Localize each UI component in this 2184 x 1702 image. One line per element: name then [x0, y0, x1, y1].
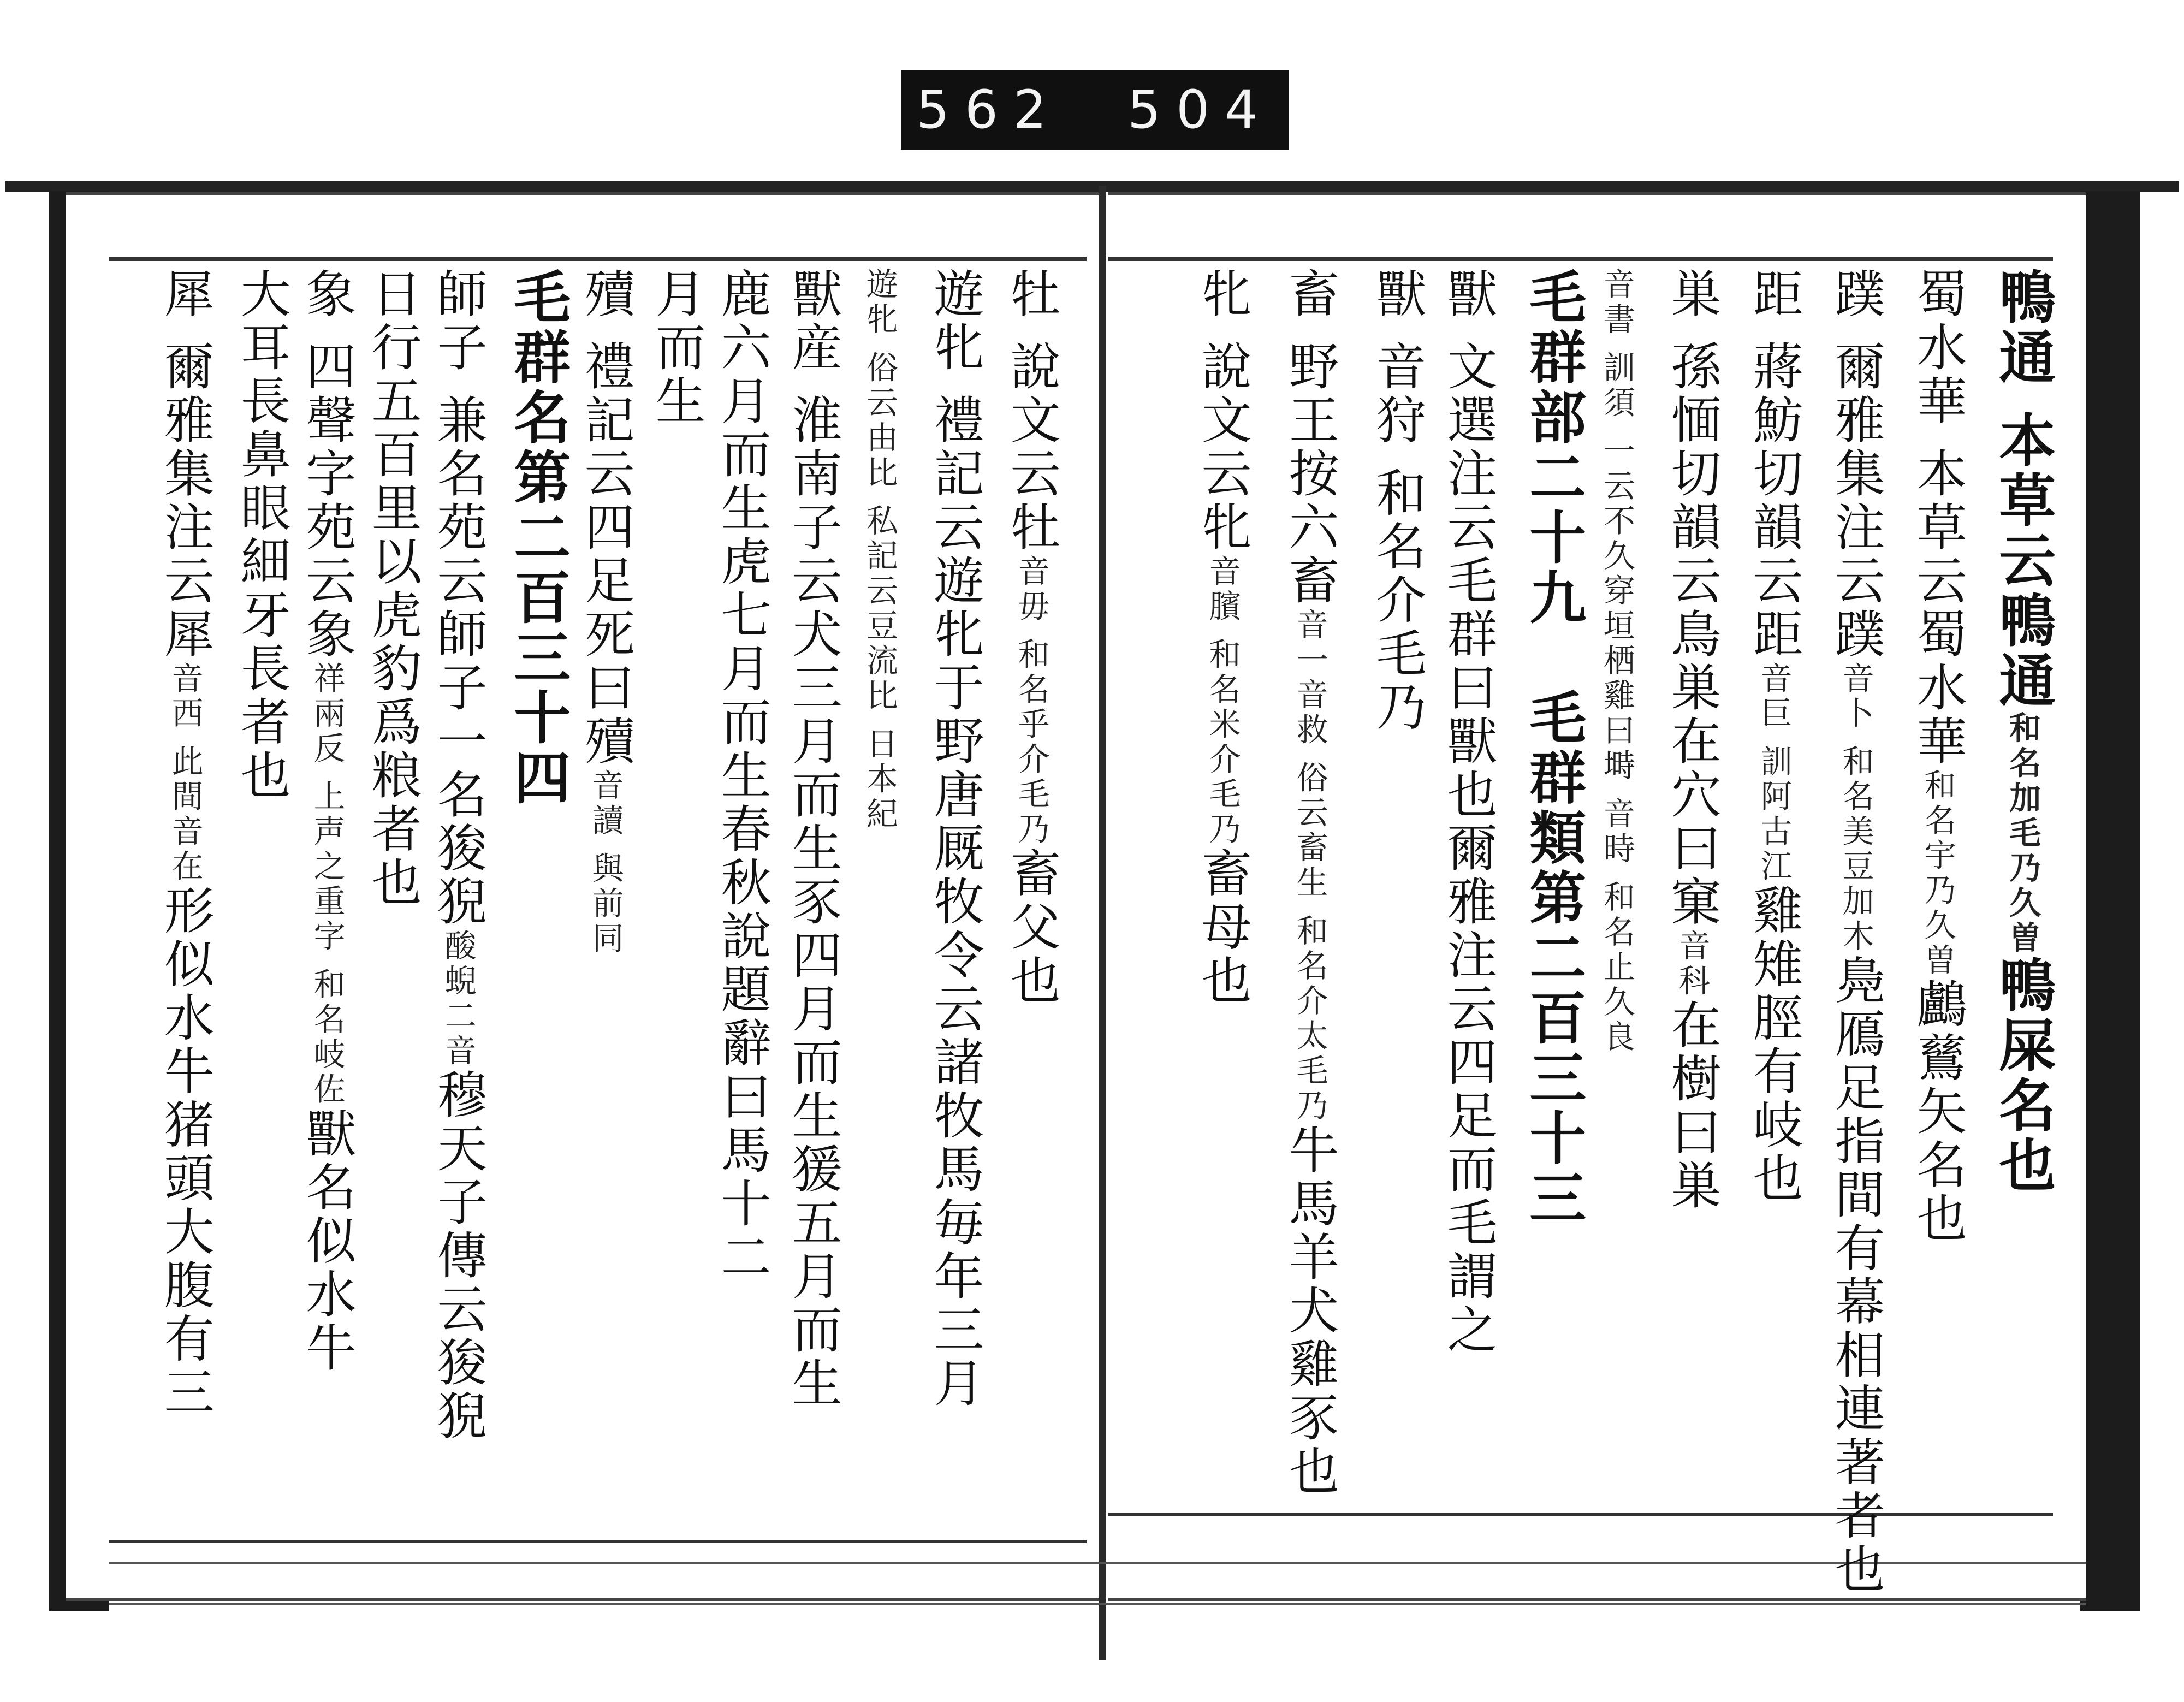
column-24: 犀 爾雅集注云犀音西 此間音在形似水牛猪頭大腹有三 — [156, 268, 215, 1420]
column-17: 月而生 — [647, 268, 706, 428]
right-page-frame-top — [1108, 257, 2053, 261]
archive-left-number: 562 — [916, 79, 1062, 140]
column-22: 象 四聲字苑云象祥兩反 上声之重字 和名岐佐獸名似水牛 — [298, 268, 357, 1375]
column-3: 蹼 爾雅集注云蹼音卜 和名美豆加木鳧鴈足指間有幕相連著者也 — [1826, 268, 1885, 1597]
column-5: 巣 孫愐切韻云鳥巣在穴曰窠音科在樹曰巣 — [1663, 268, 1722, 1213]
archive-right-number: 504 — [1127, 79, 1274, 140]
column-10: 畜 野王按六畜音一音救 俗云畜生 和名介太毛乃牛馬羊犬雞豕也 — [1280, 268, 1339, 1499]
column-1: 鴨通 本草云鴨通和名加毛乃久曽鴨屎名也 — [1989, 268, 2057, 1196]
column-21: 日行五百里以虎豹爲粮者也 — [363, 268, 422, 910]
book-top-edge — [5, 181, 2179, 192]
column-18: 殰 禮記云四足死曰殰音讀 與前同 — [576, 268, 635, 957]
right-book-edge — [2080, 191, 2140, 1611]
center-gutter — [1099, 186, 1106, 1660]
left-page-text — [109, 268, 1087, 1578]
left-page-frame-top — [109, 257, 1087, 261]
right-page-text — [1108, 268, 2086, 1597]
column-12: 牡 說文云牡音毋 和名乎介毛乃畜父也 — [1002, 268, 1061, 1008]
column-6: 音書 訓須 一云不久穿垣栖雞曰塒 音時 和名止久良 — [1598, 268, 1635, 1055]
column-4: 距 蔣魴切韻云距音巨 訓阿古江雞雉脛有岐也 — [1744, 268, 1803, 1206]
column-13: 遊牝 禮記云遊牝于野唐厩牧令云諸牧馬毎年三月 — [925, 268, 984, 1411]
column-14: 遊牝 俗云由比 私記云豆流比 日本紀 — [860, 268, 898, 832]
column-16: 鹿六月而生虎七月而生春秋說題辭曰馬十二 — [713, 268, 771, 1284]
column-20: 師子 兼名苑云師子一名狻猊酸蜺二音穆天子傳云狻猊 — [429, 268, 488, 1444]
column-19: 毛群名第二百三十四 — [504, 268, 572, 808]
column-11: 牝 說文云牝音臏 和名米介毛乃畜母也 — [1193, 268, 1252, 1008]
column-23: 大耳長鼻眼細牙長者也 — [232, 268, 291, 803]
column-2: 蜀水華 本草云蜀水華和名宇乃久曽鸕鶿矢名也 — [1908, 268, 1967, 1246]
column-9: 獸 音狩 和名介毛乃 — [1368, 268, 1427, 734]
column-7: 毛群部二十九 毛群類第二百三十三 — [1520, 268, 1587, 1229]
column-8: 獸 文選注云毛群曰獸也爾雅注云四足而毛謂之 — [1439, 268, 1498, 1357]
archive-number-label — [901, 70, 1289, 150]
column-15: 獸産 淮南子云犬三月而生豕四月而生猨五月而生 — [784, 268, 842, 1411]
